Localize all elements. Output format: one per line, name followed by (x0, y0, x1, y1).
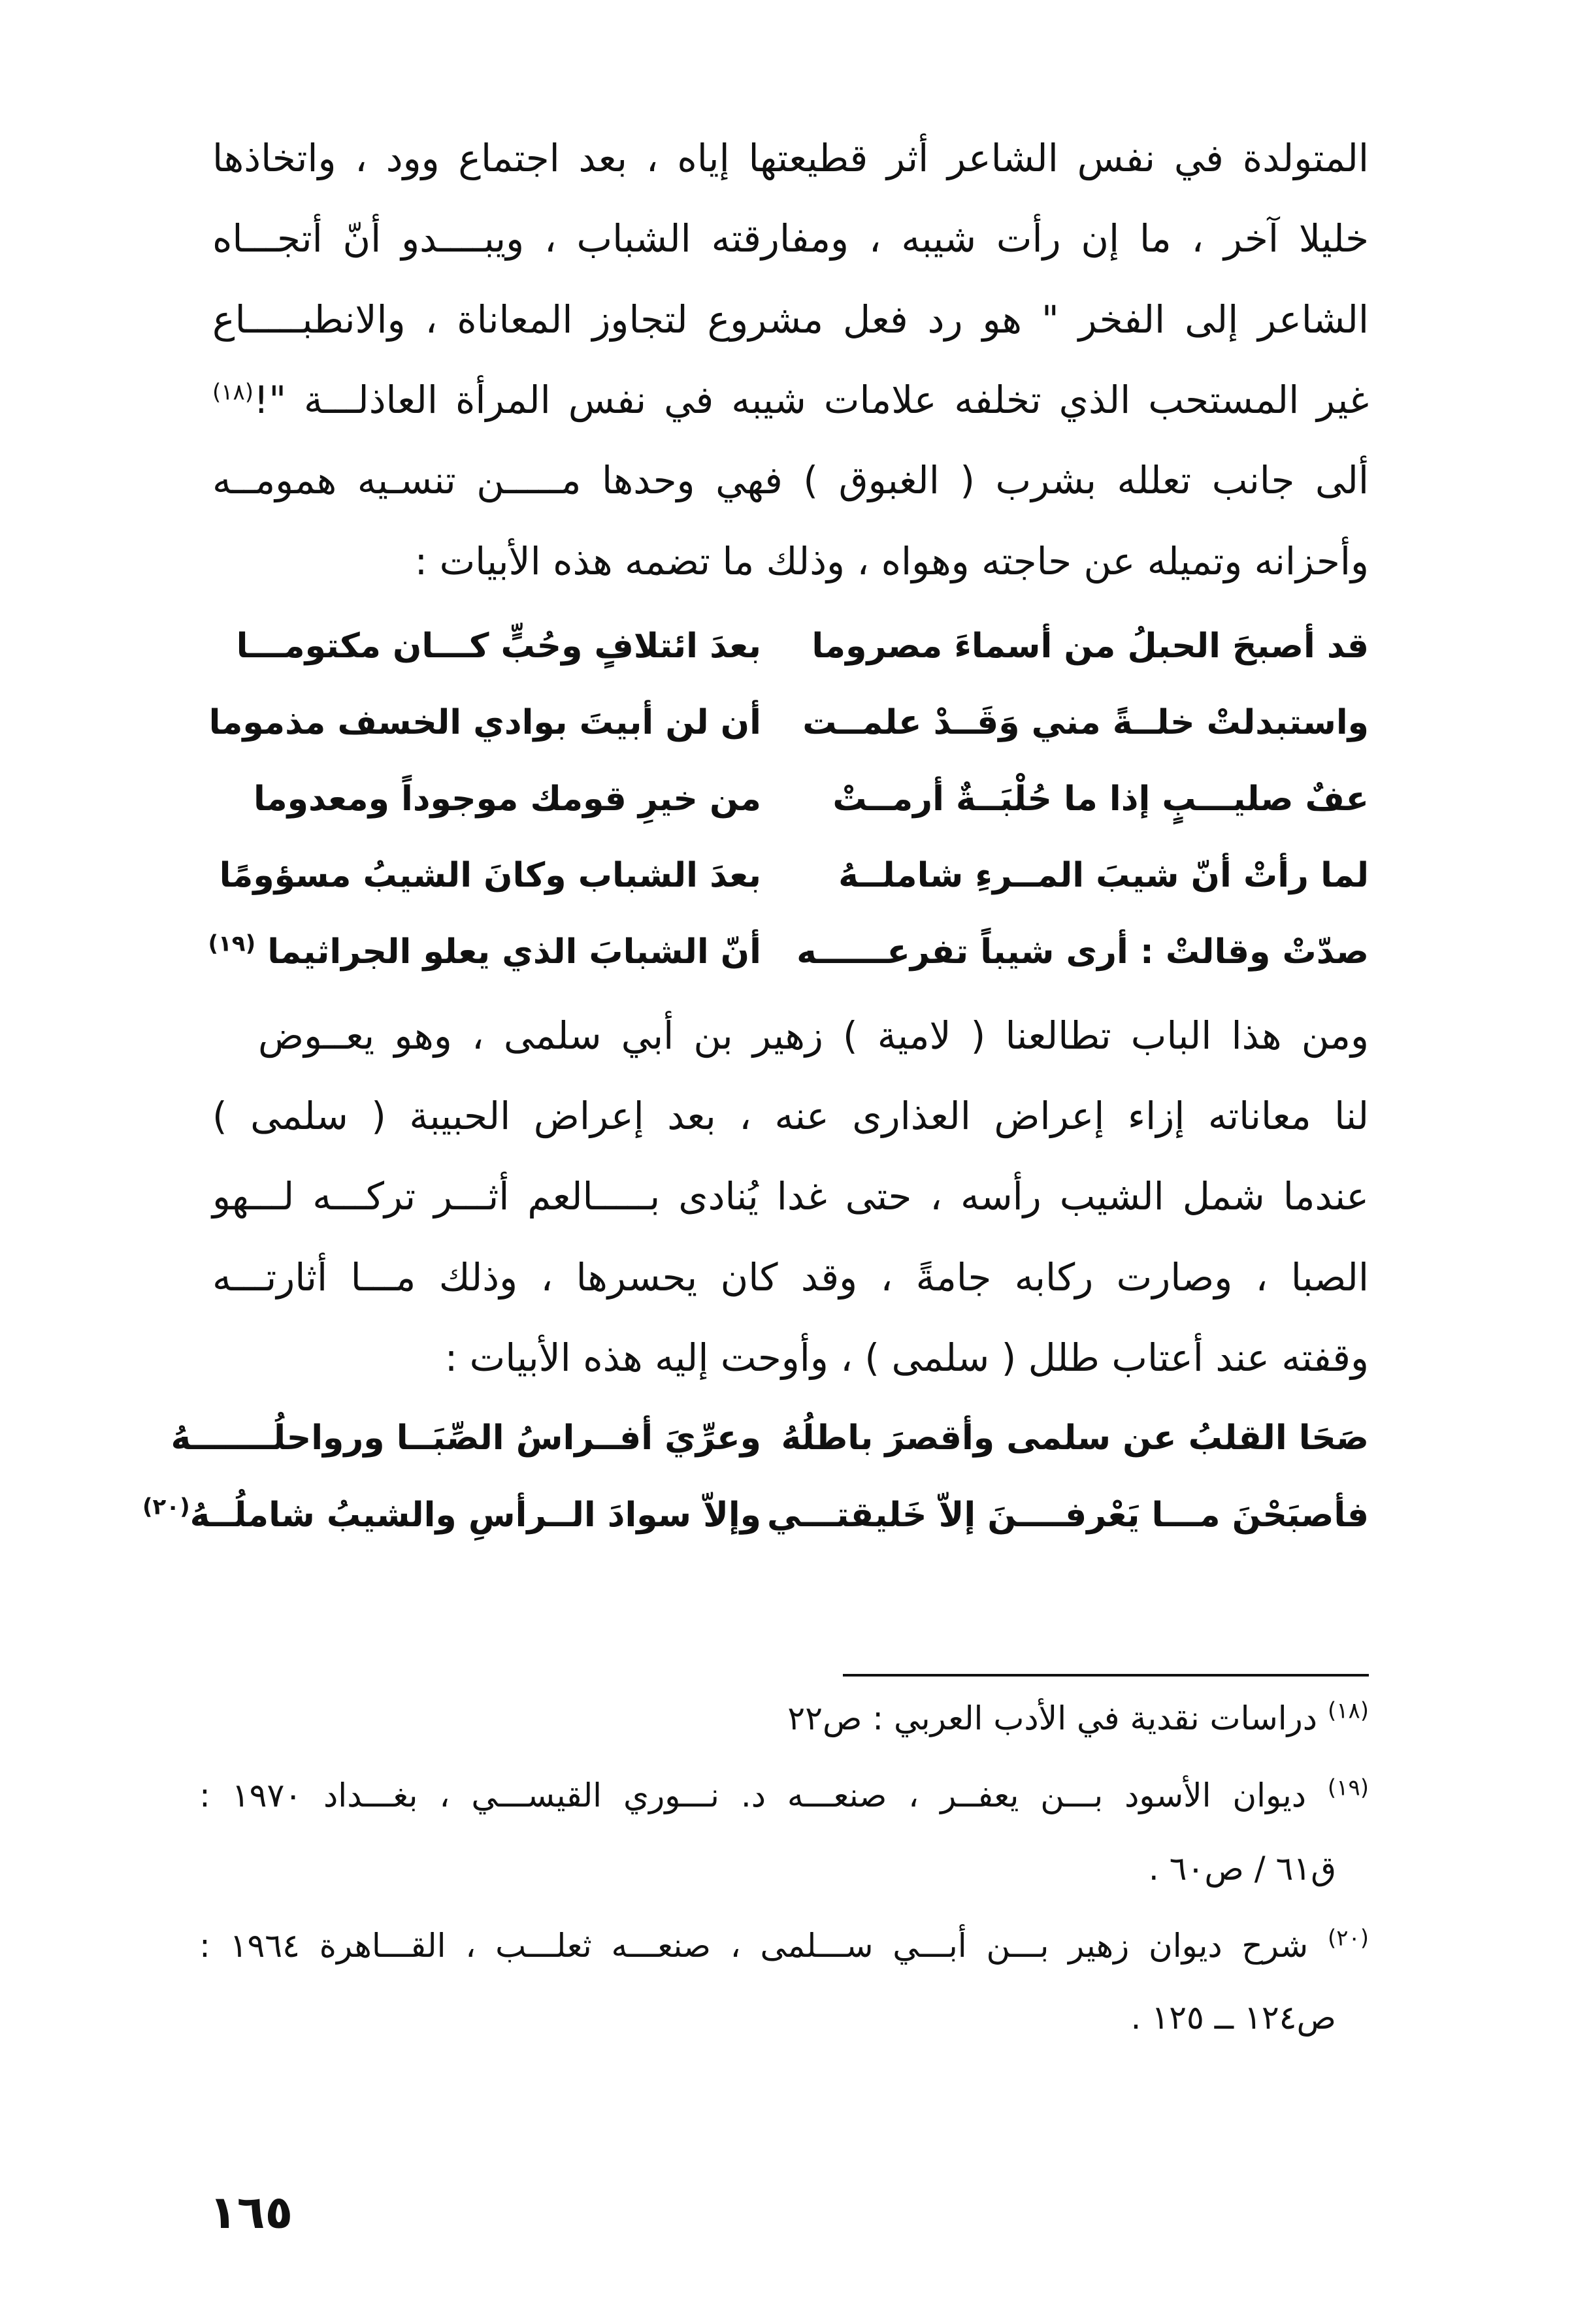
verse1-4-first-hemistich: لما رأتْ أنّ شيبَ المــرءِ شاملــهُ (838, 856, 1369, 895)
verse1-5-first-hemistich: صدّتْ وقالتْ : أرى شيباً تفرعــــــه (796, 932, 1369, 972)
footnote-18-text: دراسات نقدية في الأدب العربي : ص٢٢ (787, 1699, 1318, 1737)
paragraph1-line-1: المتولدة في نفس الشاعر أثر قطيعتها إياه ، بعد اجتماع وود ، واتخاذها (212, 136, 1369, 180)
footnote-ref-18: (١٨) (212, 379, 254, 406)
footnote-20-text: شرح ديوان زهير بـــن أبـــي ســـلمى ، صنعـــه ثعلـــب ، القـــاهرة ١٩٦٤ : (199, 1927, 1309, 1965)
paragraph2-line-5: وقفته عند أعتاب طلل ( سلمى ) ، وأوحت إليه هذه الأبيات : (444, 1335, 1369, 1380)
verse1-5-second-text: أنّ الشبابَ الذي يعلو الجراثيما (267, 932, 761, 972)
footnote-19-marker: (١٩) (1327, 1775, 1369, 1801)
paragraph2-line-2: لنا معاناته إزاء إعراض العذارى عنه ، بعد إعراض الحبيبة ( سلمى ) (212, 1094, 1369, 1138)
verse2-1-second-hemistich: وعرِّيَ أفــراسُ الصِّبَــا ورواحلُـــــــهُ (171, 1418, 761, 1458)
footnote-ref-19: (١٩) (208, 930, 256, 957)
paragraph1-line-4 (212, 378, 1369, 423)
page-number: ١٦٥ (209, 2185, 293, 2239)
paragraph1-line-2: خليلا آخر ، ما إن رأت شيبه ، ومفارقته الشباب ، ويبــــدو أنّ أتجـــاه (212, 216, 1369, 261)
footnote-20 (199, 1926, 1369, 1965)
paragraph1-line-3: الشاعر إلى الفخر " هو رد فعل مشروع لتجاوز المعاناة ، والانطبـــــاع (212, 297, 1369, 342)
footnote-ref-20: (٢٠) (142, 1494, 190, 1520)
verse1-4-second-hemistich: بعدَ الشباب وكانَ الشيبُ مسؤومًا (219, 856, 761, 895)
verse2-2-first-hemistich: فأصبَحْنَ مـــا يَعْرفــــنَ إلاّ خَليقتـــي (767, 1496, 1369, 1535)
verse2-2-second-hemistich (142, 1494, 761, 1535)
footnote-separator (843, 1674, 1369, 1677)
footnote-18-marker: (١٨) (1327, 1697, 1369, 1724)
verse1-3-second-hemistich: من خيرِ قومك موجوداً ومعدوما (253, 779, 761, 819)
paragraph1-line-4-text: غير المستحب الذي تخلفه علامات شيبه في نفس المرأة العاذلـــة "! (254, 378, 1369, 422)
paragraph1-line-5: ألى جانب تعلله بشرب ( الغبوق ) فهي وحدها مـــــن تنسـيه همومــه (212, 458, 1369, 502)
verse1-1-second-hemistich: بعدَ ائتلافٍ وحُبٍّ كـــان مكتومـــا (236, 627, 761, 666)
verse2-2-second-text: وإلاّ سوادَ الــرأسِ والشيبُ شاملُــهُ (189, 1496, 761, 1535)
footnote-19-continuation: ق٦١ / ص٦٠ . (1148, 1850, 1336, 1888)
footnote-20-marker: (٢٠) (1327, 1925, 1369, 1952)
footnote-18 (199, 1699, 1369, 1738)
paragraph2-line-3: عندما شمل الشيب رأسه ، حتى غدا يُنادى بـــــالعم أثـــر تركـــه لـــهو (212, 1174, 1369, 1219)
verse1-5-second-hemistich (206, 932, 761, 972)
paragraph2-line-1: ومن هذا الباب تطالعنا ( لامية ) زهير بن أبي سلمى ، وهو يعــوض (258, 1013, 1369, 1058)
paragraph2-line-4: الصبا ، وصارت ركابه جامةً ، وقد كان يحسرها ، وذلك مـــا أثارتـــه (212, 1255, 1369, 1300)
verse1-1-first-hemistich: قد أصبحَ الحبلُ من أسماءَ مصروما (812, 627, 1369, 666)
paragraph1-line-6: وأحزانه وتميله عن حاجته وهواه ، وذلك ما تضمه هذه الأبيات : (414, 539, 1369, 583)
footnote-19-text: ديوان الأسود بـــن يعفــر ، صنعـــه د. نـــوري القيســـي ، بغـــداد ١٩٧٠ : (199, 1776, 1307, 1814)
verse1-2-first-hemistich: واستبدلتْ خلــةً مني وَقَــدْ علمــت (802, 703, 1369, 742)
footnote-19 (199, 1776, 1369, 1815)
footnote-20-continuation: ص١٢٤ ــ ١٢٥ . (1130, 1999, 1336, 2037)
verse1-2-second-hemistich: أن لن أبيتَ بوادي الخسف مذموما (208, 703, 761, 742)
verse2-1-first-hemistich: صَحَا القلبُ عن سلمى وأقصرَ باطلُهُ (781, 1418, 1369, 1458)
verse1-3-first-hemistich: عفٌ صليـــبٍ إذا ما حُلْبَــةٌ أرمــتْ (832, 779, 1369, 819)
